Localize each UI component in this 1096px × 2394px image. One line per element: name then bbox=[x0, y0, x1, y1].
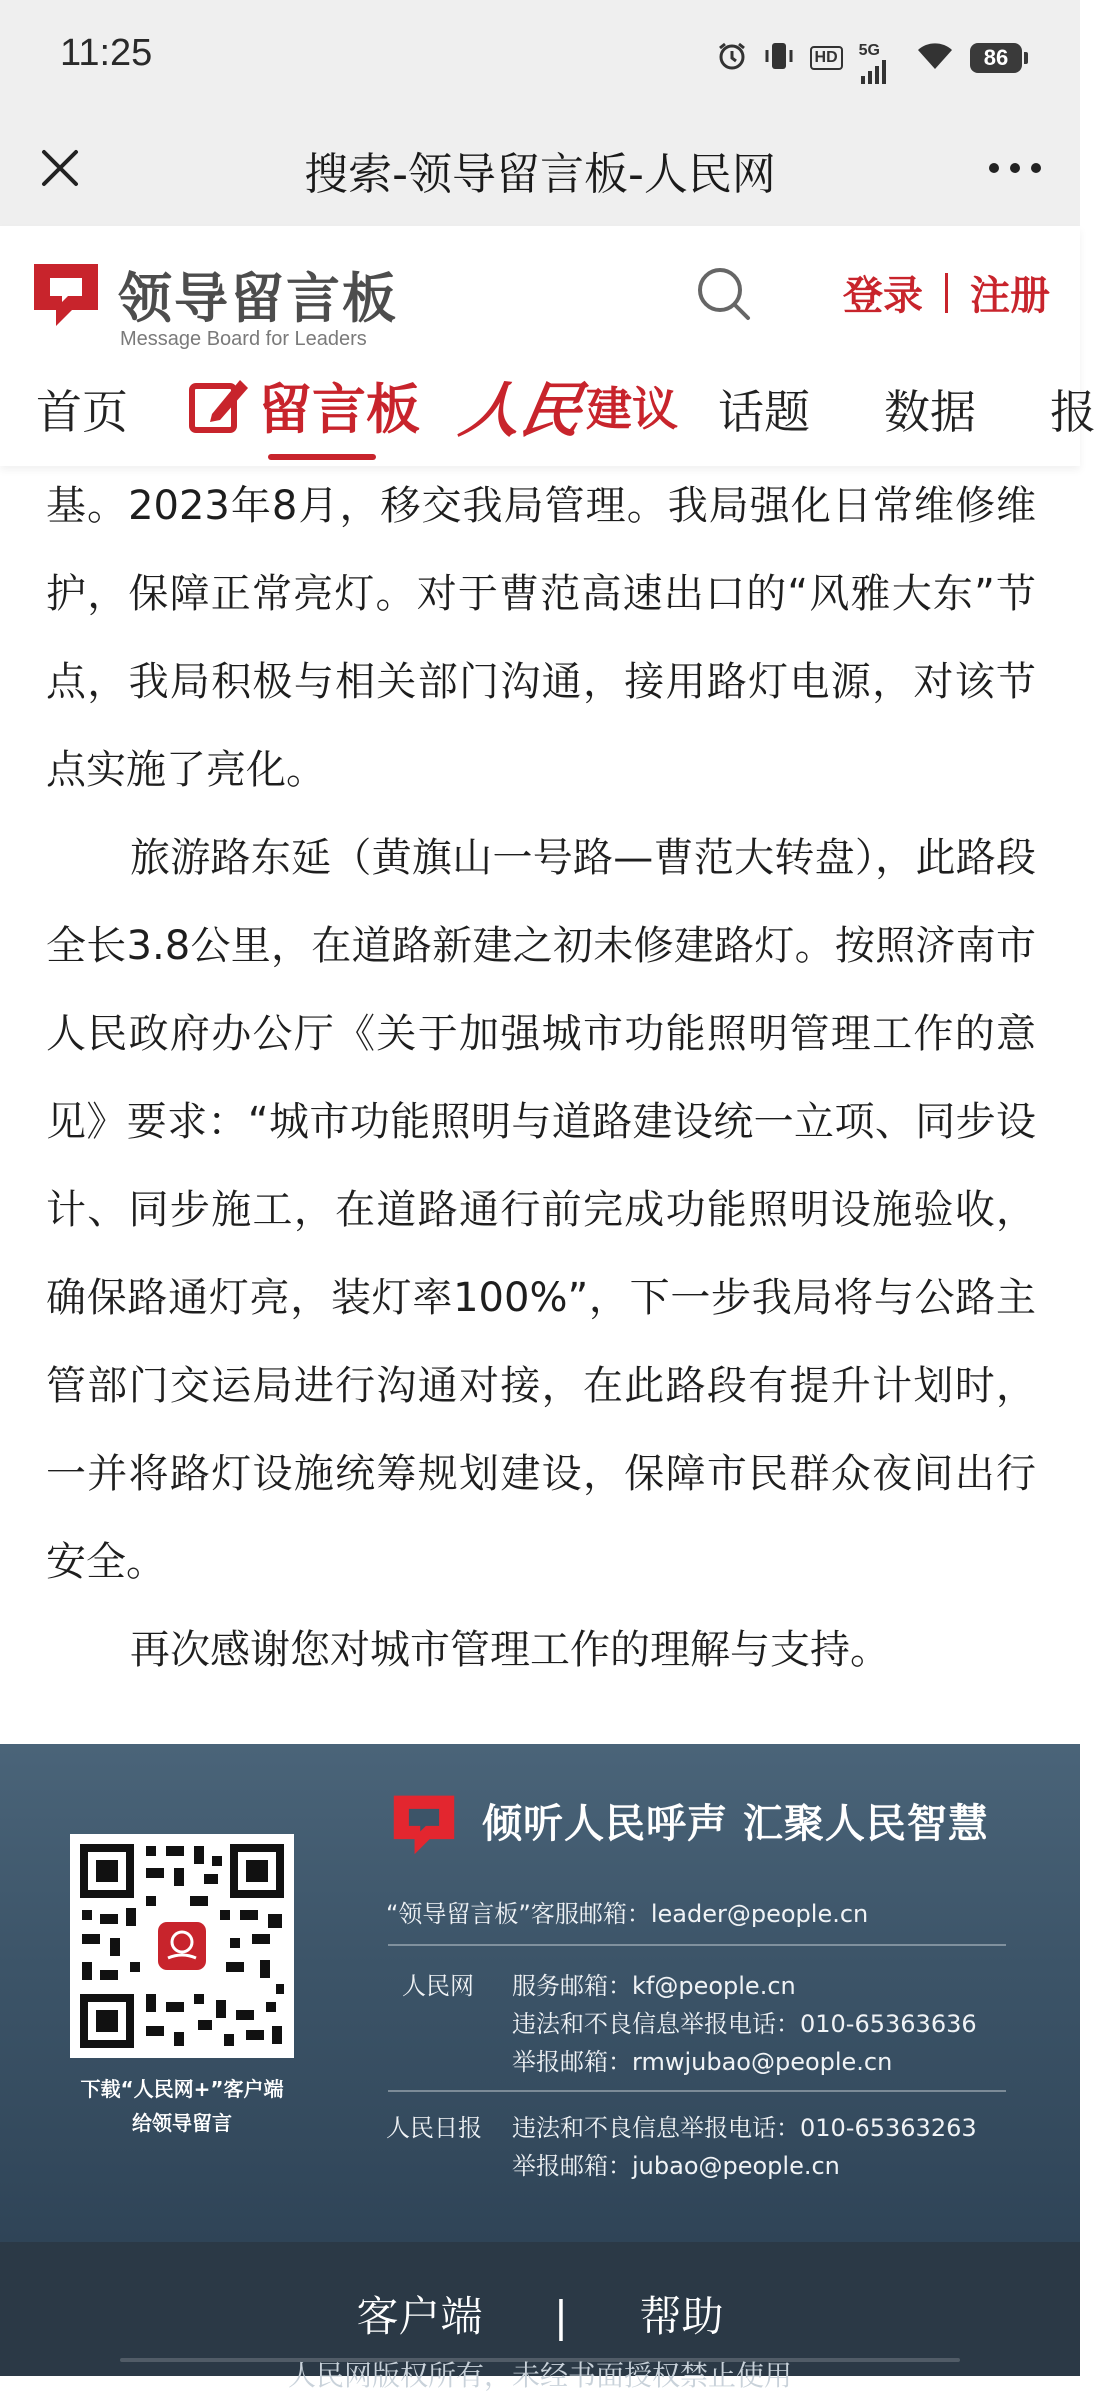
nav-active-indicator bbox=[268, 454, 376, 460]
nav-board-label: 留言板 bbox=[258, 377, 420, 441]
copyright-text: 人民网版权所有，未经书面授权禁止使用 bbox=[287, 2359, 792, 2392]
network-type: 5G bbox=[858, 42, 880, 59]
hd-icon: HD bbox=[810, 46, 843, 70]
service-email: “领导留言板”客服邮箱：leader@people.cn bbox=[386, 1900, 869, 1928]
rmw-report-email: 举报邮箱：rmwjubao@people.cn bbox=[512, 2048, 893, 2076]
rmw-report-phone: 违法和不良信息举报电话：010-65363636 bbox=[512, 2010, 977, 2038]
more-button[interactable] bbox=[980, 138, 1050, 198]
footer-divider bbox=[388, 1944, 1006, 1946]
nav-data[interactable]: 数据 bbox=[884, 385, 976, 439]
site-header bbox=[0, 226, 1096, 466]
edit-icon bbox=[188, 374, 250, 436]
qr-code bbox=[70, 1834, 294, 2058]
signal-icon bbox=[858, 42, 880, 68]
rmw-service-email: 服务邮箱：kf@people.cn bbox=[512, 1972, 796, 2000]
site-logo[interactable] bbox=[28, 250, 398, 360]
logo-text: 领导留言板 bbox=[118, 267, 398, 330]
paragraph: 旅游路东延（黄旗山一号路—曹范大转盘），此路段全长3.8公里，在道路新建之初未修建路灯。按照济南市人民政府办公厅《关于加强城市功能照明管理工作的意见》要求：“城市功能照明与道路建设统一立项、同步设计、同步施工，在道路通行前完成功能照明设施验收，确保路通灯亮，装灯率100%”，下一步我局将与公路主管部门交运局进行沟通对接，在此路段有提升计划时，一并将路灯设施统筹规划建设，保障市民群众夜间出行安全。 bbox=[46, 835, 1036, 1585]
more-icon bbox=[980, 138, 1050, 198]
nav-suggest-label: 建议 bbox=[586, 382, 678, 436]
renmin-brand-script: 人民 bbox=[454, 376, 588, 446]
bottom-links bbox=[0, 2284, 1080, 2344]
nav-home[interactable]: 首页 bbox=[36, 385, 128, 439]
paragraph: 基。2023年8月，移交我局管理。我局强化日常维修维护，保障正常亮灯。对于曹范高速出口的“风雅大东”节点，我局积极与相关部门沟通，接用路灯电源，对该节点实施了亮化。 bbox=[46, 483, 1036, 793]
search-button[interactable] bbox=[694, 264, 754, 324]
logo-subtitle: Message Board for Leaders bbox=[120, 328, 367, 350]
register-link[interactable]: 注册 bbox=[970, 273, 1050, 319]
qr-caption-line: 给领导留言 bbox=[132, 2111, 232, 2135]
rmrb-report-phone: 违法和不良信息举报电话：010-65363263 bbox=[512, 2114, 977, 2142]
auth-links bbox=[843, 264, 1050, 321]
nav-suggest[interactable] bbox=[454, 366, 678, 446]
rmw-label: 人民网 bbox=[402, 1972, 474, 2000]
bottom-bar bbox=[0, 2242, 1080, 2392]
rmrb-report-email: 举报邮箱：jubao@people.cn bbox=[512, 2152, 840, 2180]
logo-mark-icon bbox=[28, 258, 104, 330]
footer-divider bbox=[388, 2090, 1006, 2092]
footer-slogan: 倾听人民呼声 汇聚人民智慧 bbox=[482, 1801, 989, 1847]
alarm-icon bbox=[716, 40, 748, 76]
battery-level: 86 bbox=[983, 45, 1009, 70]
page-title: 搜索-领导留言板-人民网 bbox=[304, 149, 776, 200]
main-nav bbox=[0, 366, 1096, 466]
status-icons bbox=[716, 36, 1022, 80]
help-link[interactable]: 帮助 bbox=[639, 2292, 724, 2341]
nav-topics[interactable]: 话题 bbox=[718, 385, 810, 439]
status-bar bbox=[0, 0, 1080, 110]
login-link[interactable]: 登录 bbox=[843, 273, 923, 319]
site-footer bbox=[0, 1744, 1080, 2242]
battery-icon bbox=[970, 43, 1022, 73]
auth-divider bbox=[945, 273, 948, 313]
client-link[interactable]: 客户端 bbox=[356, 2292, 483, 2341]
browser-title-bar bbox=[0, 110, 1080, 226]
qr-caption bbox=[40, 2072, 324, 2140]
vibrate-icon bbox=[764, 40, 794, 76]
nav-board[interactable] bbox=[188, 370, 420, 440]
reply-content bbox=[46, 462, 1036, 1694]
bottom-divider: | bbox=[553, 2292, 569, 2341]
qr-code-image bbox=[70, 1834, 294, 2058]
paragraph: 再次感谢您对城市管理工作的理解与支持。 bbox=[130, 1627, 890, 1673]
status-time: 11:25 bbox=[60, 32, 153, 74]
search-icon bbox=[694, 264, 754, 324]
qr-caption-line: 下载“人民网+”客户端 bbox=[80, 2077, 284, 2101]
footer-logo-icon bbox=[388, 1790, 460, 1858]
rmrb-label: 人民日报 bbox=[386, 2114, 482, 2142]
nav-partial-item[interactable]: 报 bbox=[1050, 385, 1096, 439]
wifi-icon bbox=[916, 41, 954, 75]
